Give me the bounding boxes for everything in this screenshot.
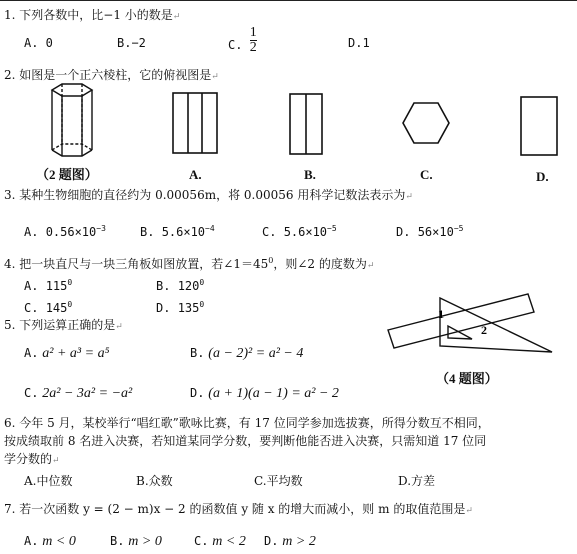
q2-option-b-shape: [289, 93, 323, 155]
q4-option-c: C. $145^0$: [24, 300, 73, 315]
q4-option-b: B. $120^0$: [156, 278, 205, 293]
q1-option-d: D.1: [348, 36, 370, 50]
q1-option-a: A. 0: [24, 36, 53, 50]
q7-option-b: B. m > 0: [110, 534, 162, 549]
q7-stem: 7. 若一次函数 y = (2 − m)x − 2 的函数值 y 随 x 的增大而减小，则 m 的取值范围是↵: [4, 502, 473, 516]
q2-option-d-shape: [520, 96, 558, 156]
q3-option-a: A. $0.56\times 10^{-3}$: [24, 224, 106, 239]
q2-option-a-shape: [172, 92, 218, 154]
top-rule: [0, 0, 577, 1]
q5-option-c: C. 2a² − 3a² = −a²: [24, 386, 133, 401]
q6-line-2: 按成绩取前 8 名进入决赛，若知道某同学分数，要判断他能否进入决赛，只需知道 17 位同: [4, 434, 487, 448]
angle-2-label: 2: [481, 323, 487, 337]
q1-fraction: $\frac{1}{2}$: [249, 25, 257, 55]
q6-option-b: B.众数: [136, 474, 173, 488]
q4-option-a: A. $115^0$: [24, 278, 73, 293]
q2-label-d: D.: [536, 169, 549, 184]
q3-option-b: B. $5.6\times 10^{-4}$: [140, 224, 215, 239]
q7-option-a: A. m < 0: [24, 534, 76, 549]
hexagonal-prism-figure: [40, 84, 100, 164]
ruler-triangle-figure: [388, 290, 558, 360]
q5-option-a: A. a² + a³ = a⁵: [24, 346, 110, 361]
q5-option-b: B. (a − 2)² = a² − 4: [190, 346, 304, 361]
q6-option-d: D.方差: [398, 474, 436, 488]
q1-stem: 1. 下列各数中，比−1 小的数是↵: [4, 8, 181, 22]
q2-label-c: C.: [420, 167, 433, 182]
q5-option-d: D. (a + 1)(a − 1) = a² − 2: [190, 386, 339, 401]
q4-stem: 4. 把一块直尺与一块三角板如图放置，若$\angle 1=45^0$，则∠2 的度数为↵: [4, 256, 375, 271]
q3-option-d: D. $56\times 10^{-5}$: [396, 224, 464, 239]
q6-option-c: C.平均数: [254, 474, 303, 488]
q2-stem: 2. 如图是一个正六棱柱，它的俯视图是↵: [4, 68, 219, 82]
q2-label-b: B.: [304, 167, 316, 182]
q6-line-3: 学分数的↵: [4, 452, 60, 466]
q1-option-b: B.−2: [117, 36, 146, 50]
q5-stem: 5. 下列运算正确的是↵: [4, 318, 123, 332]
q4-option-d: D. $135^0$: [156, 300, 205, 315]
q2-option-c-hexagon: [402, 102, 450, 144]
q4-figure-caption: （4 题图）: [436, 371, 498, 386]
q6-option-a: A.中位数: [24, 474, 73, 488]
q3-stem: 3. 某种生物细胞的直径约为 0.00056m，将 0.00056 用科学记数法表示为↵: [4, 188, 413, 202]
q6-line-1: 6. 今年 5 月，某校举行“唱红歌”歌咏比赛，有 17 位同学参加选拔赛，所得分数互不相同，: [4, 416, 490, 430]
q2-label-a: A.: [189, 167, 202, 182]
q7-option-c: C. m < 2: [194, 534, 246, 549]
angle-1-label: 1: [438, 307, 444, 321]
q1-option-c: C. $\frac{1}{2}$: [228, 25, 257, 55]
q7-option-d: D. m > 2: [264, 534, 316, 549]
q2-figure-caption: （2 题图）: [36, 167, 98, 182]
q3-option-c: C. $5.6\times 10^{-5}$: [262, 224, 337, 239]
